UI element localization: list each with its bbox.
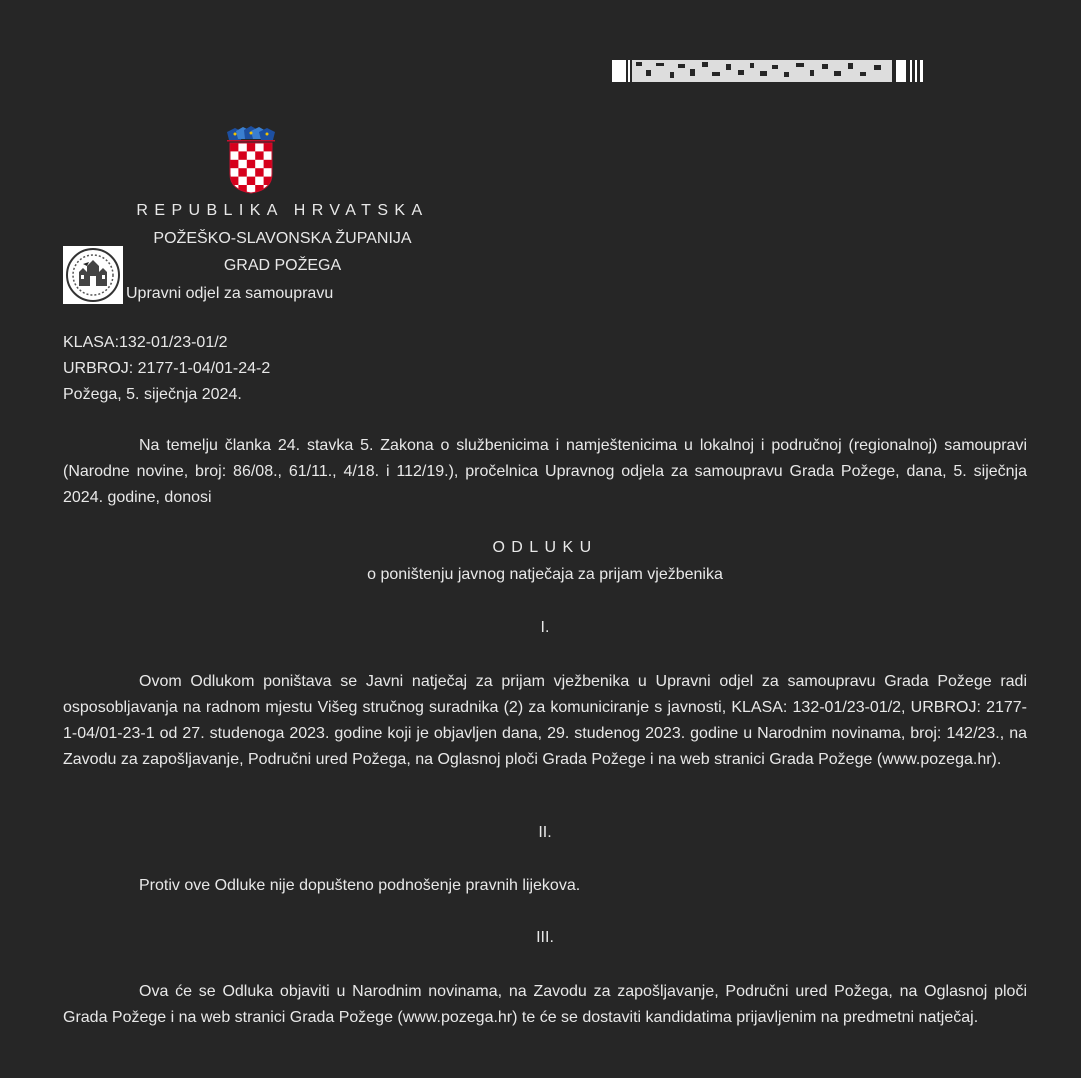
intro-paragraph	[63, 433, 1027, 511]
section-number: II.	[538, 824, 552, 841]
county-heading: POŽEŠKO-SLAVONSKA ŽUPANIJA	[153, 230, 412, 247]
place-date-line: Požega, 5. siječnja 2024.	[63, 386, 242, 403]
decision-subtitle: o poništenju javnog natječaja za prijam vježbenika	[367, 566, 723, 583]
decision-title: ODLUKU	[492, 539, 598, 556]
city-heading: GRAD POŽEGA	[223, 257, 342, 274]
section-number: I.	[540, 619, 550, 636]
reference-block	[63, 330, 270, 408]
section-paragraph	[63, 979, 1027, 1031]
department-heading: Upravni odjel za samoupravu	[126, 285, 334, 302]
section-text: Ovom Odlukom poništava se Javni natječaj za prijam vježbenika u Upravni odjel za samoupravu Grada Požege radi osposobljavanja na radnom mjestu Višeg stručnog suradnika (2) za komuniciranje s javnosti, KLASA: 132-01/23-01/2, URBROJ: 2177-1-04/01-23-1 od 27. studenoga 2023. godine koji je objavljen dana, 29. studenog 2023. godine u Narodnim novinama, broj: 142/23., na Zavodu za zapošljavanje, Područni ured Požega, na Oglasnoj ploči Grada Požege i na web stranici Grada Požege (www.pozega.hr).	[63, 673, 1027, 768]
section-text: Ova će se Odluka objaviti u Narodnim novinama, na Zavodu za zapošljavanje, Područni ured Požega, na Oglasnoj ploči Grada Požege i na web stranici Grada Požege (www.pozega.hr) te će se dostaviti kandidatima prijavljenim na predmetni natječaj.	[63, 983, 1027, 1026]
city-seal-icon	[63, 246, 123, 304]
klasa-line: KLASA:132-01/23-01/2	[63, 334, 228, 351]
country-heading: REPUBLIKA HRVATSKA	[136, 202, 429, 219]
section-text: Protiv ove Odluke nije dopušteno podnošenje pravnih lijekova.	[139, 877, 581, 894]
section-paragraph	[63, 873, 1027, 899]
section-paragraph	[63, 669, 1027, 773]
croatian-coat-of-arms-icon	[224, 126, 278, 194]
barcode-icon	[612, 60, 926, 82]
urbroj-line: URBROJ: 2177-1-04/01-24-2	[63, 360, 271, 377]
section-number: III.	[536, 929, 554, 946]
intro-text: Na temelju članka 24. stavka 5. Zakona o službenicima i namještenicima u lokalnoj i područnoj (regionalnoj) samoupravi (Narodne novine, broj: 86/08., 61/11., 4/18. i 112/19.), pročelnica Upravnog odjela za samoupravu Grada Požege, dana, 5. siječnja 2024. godine, donosi	[63, 437, 1027, 506]
